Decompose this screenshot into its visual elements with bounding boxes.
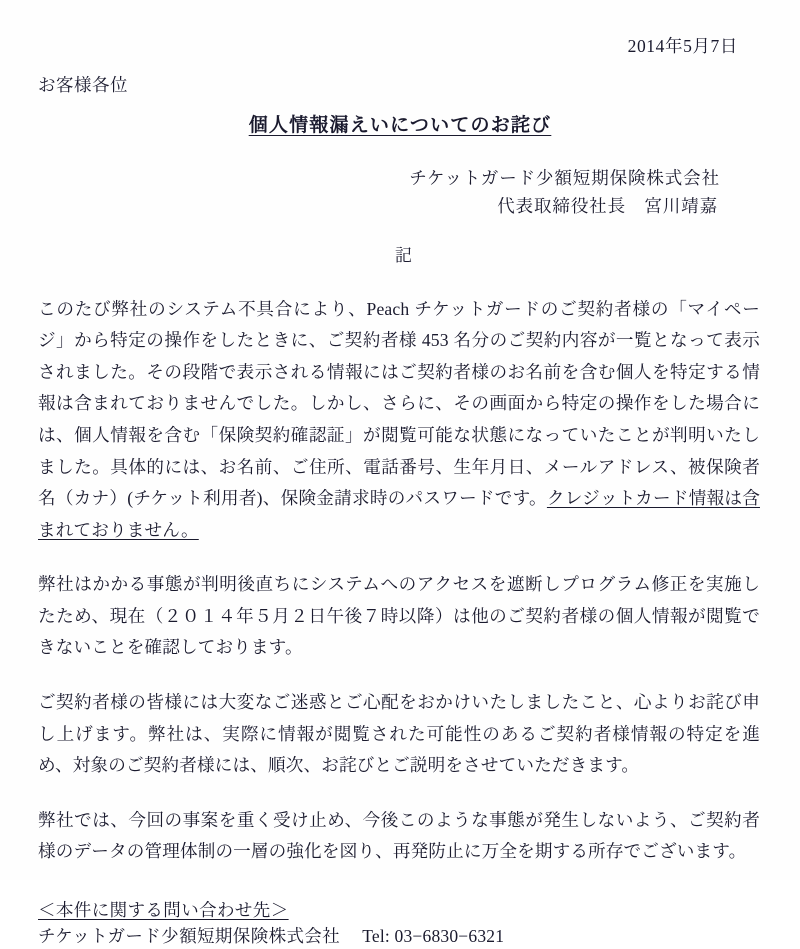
contact-phone: Tel: 03−6830−6321 xyxy=(362,926,505,947)
signature-representative: 代表取締役社長 宮川靖嘉 xyxy=(497,196,718,217)
contact-block xyxy=(38,897,762,949)
paragraph-text: ご契約者様の皆様には大変なご迷惑とご心配をおかけいたしましたこと、心よりお詫び申し上げます。弊社は、実際に情報が閲覧された可能性のあるご契約者様情報の特定を進め、対象のご契約者様には、順次、お詫びとご説明をさせていただきます。 xyxy=(38,692,760,776)
contact-line xyxy=(38,923,762,949)
page-title xyxy=(38,115,762,137)
signature-company: チケットガード少額短期保険株式会社 xyxy=(409,167,720,188)
paragraph-text: 弊社では、今回の事案を重く受け止め、今後このような事態が発生しないよう、ご契約者様のデータの管理体制の一層の強化を図り、再発防止に万全を期する所存でございます。 xyxy=(38,809,760,862)
body-paragraph-countermeasure xyxy=(38,569,760,664)
ki-marker: 記 xyxy=(395,245,413,265)
body-paragraph-prevention xyxy=(38,805,760,868)
paragraph-text: 弊社はかかる事態が判明後直ちにシステムへのアクセスを遮断しプログラム修正を実施したため、現在（２０１４年５月２日午後７時以降）は他のご契約者様の個人情報が閲覧できないことを確認しております。 xyxy=(38,574,760,658)
page-title-text: 個人情報漏えいについてのお詫び xyxy=(248,115,552,136)
contact-heading: ＜本件に関する問い合わせ先＞ xyxy=(38,900,289,921)
underlined-text: クレジットカード情報は含まれておりません。 xyxy=(38,488,760,540)
contact-company: チケットガード少額短期保険株式会社 xyxy=(38,926,341,947)
addressee-line: お客様各位 xyxy=(38,74,128,95)
document-body xyxy=(38,294,762,869)
signature-block xyxy=(38,164,762,221)
document-date: 2014年5月7日 xyxy=(627,36,738,56)
body-paragraph-incident-overview xyxy=(38,294,760,547)
paragraph-text: このたび弊社のシステム不具合により、Peach チケットガードのご契約者様の「マイページ」から特定の操作をしたときに、ご契約者様 453 名分のご契約内容が一覧となって表示されました。その段階で表示される情報にはご契約者様のお名前を含む個人を特定する情報は含まれておりませんでした。しかし、さらに、その画面から特定の操作をした場合には、個人情報を含む「保険契約確認証」が閲覧可能な状態になっていたことが判明いたしました。具体的には、お名前、ご住所、電話番号、生年月日、メールアドレス、被保険者名（カナ）(チケット利用者)、保険金請求時のパスワードです。 xyxy=(38,298,760,509)
body-paragraph-apology xyxy=(38,687,760,782)
